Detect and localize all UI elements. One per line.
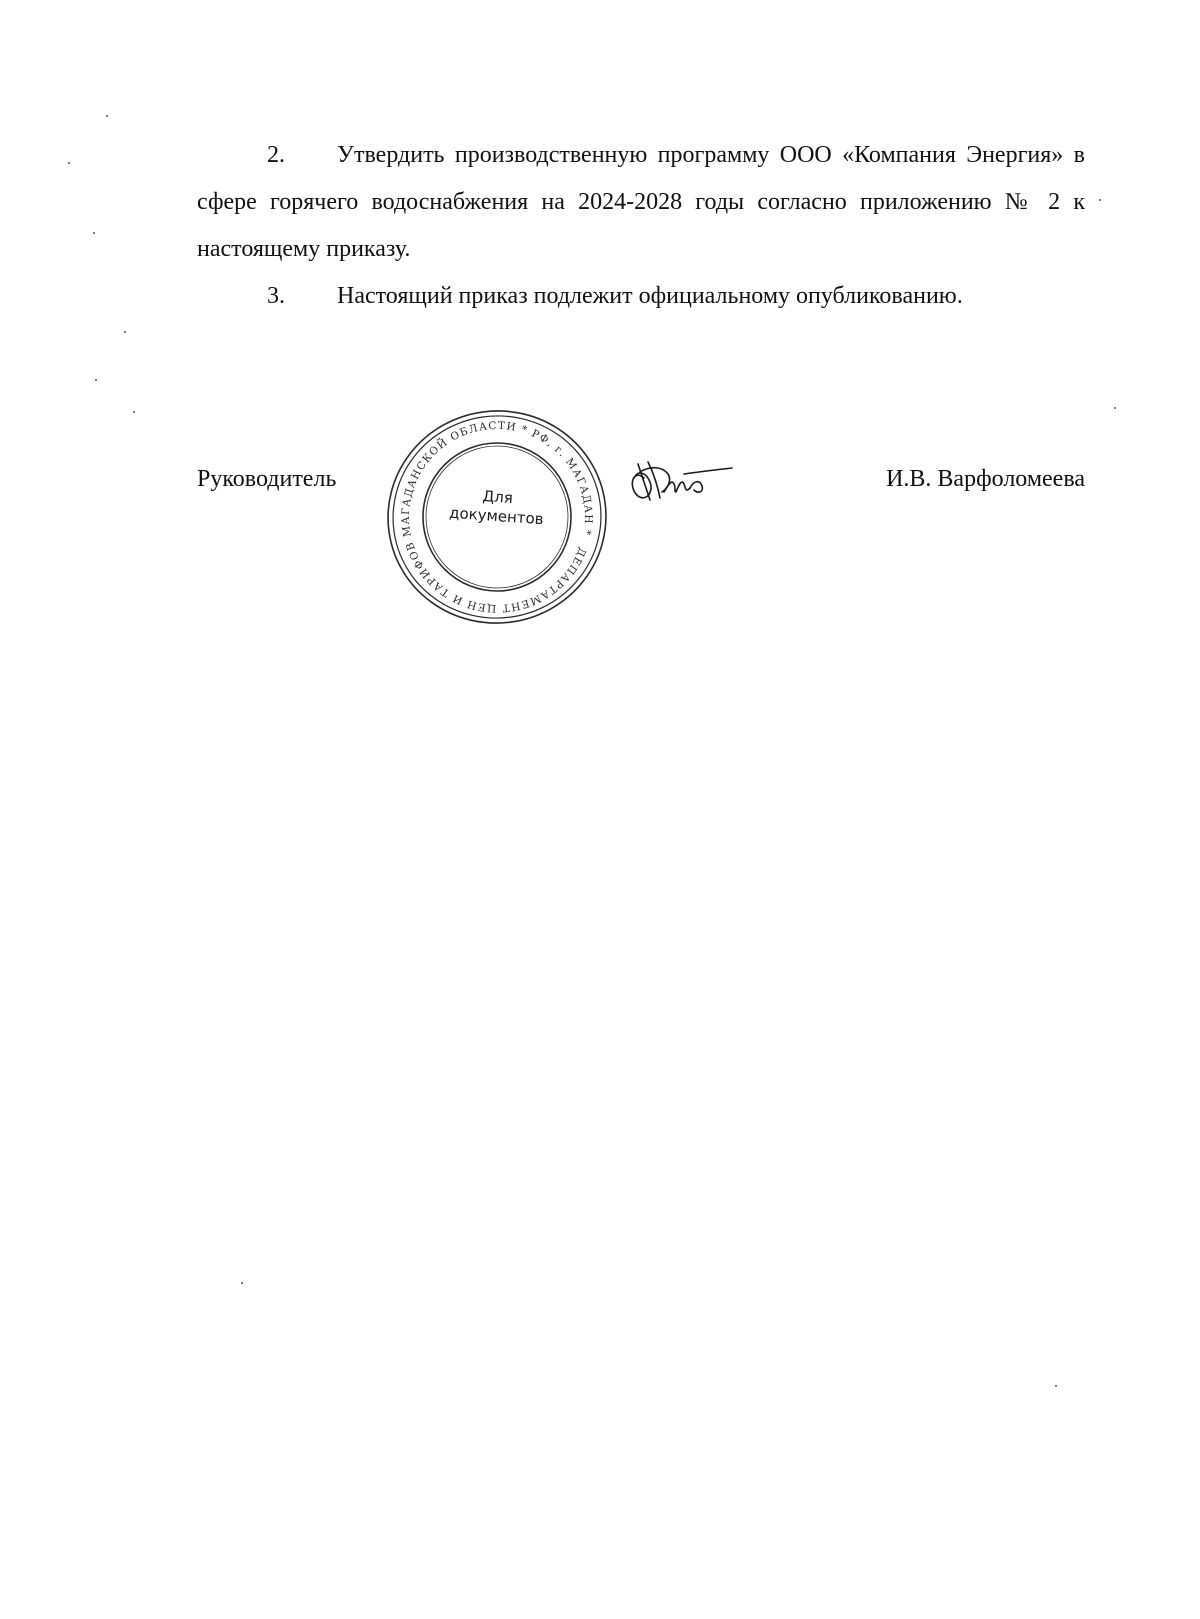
signer-name: И.В. Варфоломеева — [886, 466, 1085, 492]
paragraph-number: 2. — [267, 142, 285, 168]
scan-speck — [241, 1282, 243, 1284]
paragraph-text: Настоящий приказ подлежит официальному опубликованию. — [337, 283, 963, 309]
seal-center-line: Для — [481, 486, 514, 508]
document-body — [197, 132, 1085, 320]
seal-ring-text: ДЕПАРТАМЕНТ ЦЕН И ТАРИФОВ МАГАДАНСКОЙ ОБЛАСТИ * РФ, г. МАГАДАН * — [399, 419, 595, 615]
paragraph-number: 3. — [267, 283, 285, 309]
signer-position: Руководитель — [197, 466, 337, 492]
scan-speck — [1114, 407, 1116, 409]
scan-speck — [106, 115, 108, 117]
paragraph-item — [197, 132, 1085, 273]
scan-speck — [93, 232, 95, 234]
paragraph-text: Утвердить производственную программу ООО «Компания Энергия» в сфере горячего водоснабжения на 2024-2028 годы согласно приложению № 2 к настоящему приказу. — [197, 142, 1085, 262]
scan-speck — [133, 411, 135, 413]
paragraph-item — [197, 273, 1085, 320]
scan-speck — [124, 331, 126, 333]
scan-speck — [68, 162, 70, 164]
scan-speck — [1055, 1385, 1057, 1387]
seal-center-line: документов — [448, 503, 545, 529]
handwritten-signature — [624, 448, 734, 518]
scan-speck — [95, 379, 97, 381]
scan-speck — [1099, 199, 1101, 201]
